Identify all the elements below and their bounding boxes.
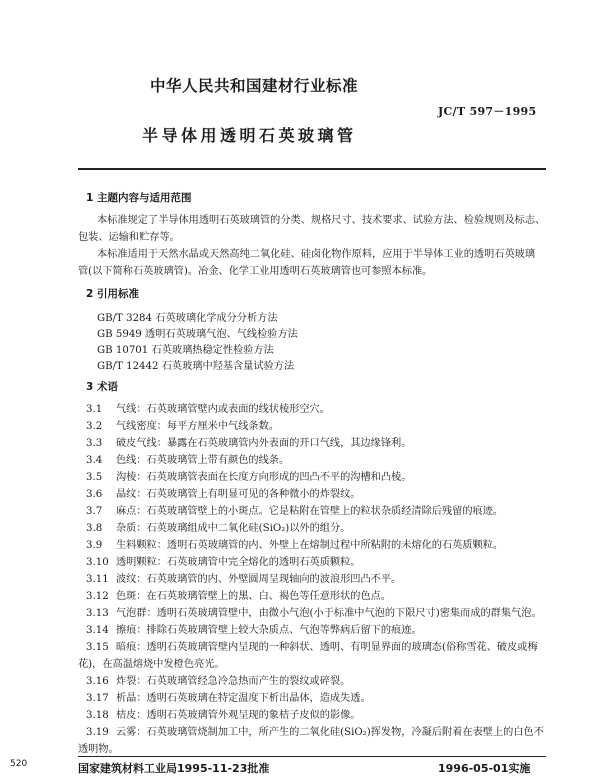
reference-item: GB/T 12442 石英玻璃中羟基含量试验方法 bbox=[97, 361, 295, 372]
term-item: 3.14 擦痕：排除石英玻璃管壁上较大杂质点、气泡等弊病后留下的痕迹。 bbox=[86, 625, 422, 636]
implementation-date: 1996-05-01实施 bbox=[438, 762, 531, 775]
term-item: 3.5 沟棱：石英玻璃管表面在长度方向形成的凹凸不平的沟槽和凸棱。 bbox=[86, 472, 412, 483]
term-item: 3.1 气线：石英玻璃管壁内或表面的线状棱形空穴。 bbox=[86, 404, 330, 415]
section-1-heading: 1 主题内容与适用范围 bbox=[86, 192, 192, 204]
term-item: 3.13 气泡群：透明石英玻璃管壁中，由微小气泡(小于标准中气泡的下限尺寸)密集而成的群集气泡。 bbox=[86, 608, 542, 619]
standard-code: JC/T 597－1995 bbox=[438, 105, 537, 118]
footer-rule bbox=[78, 756, 546, 757]
section-3-heading: 3 术语 bbox=[86, 381, 118, 393]
reference-item: GB/T 3284 石英玻璃化学成分分析方法 bbox=[97, 313, 278, 324]
term-item: 3.3 破皮气线：暴露在石英玻璃管内外表面的开口气线，其边缘锋利。 bbox=[86, 438, 412, 449]
reference-item: GB 5949 透明石英玻璃气泡、气线检验方法 bbox=[97, 329, 298, 340]
term-item: 3.10 透明颗粒：石英玻璃管中完全熔化的透明石英质颗粒。 bbox=[86, 557, 361, 568]
section-2-heading: 2 引用标准 bbox=[86, 288, 139, 300]
term-item: 3.8 杂质：石英玻璃组成中二氧化硅(SiO₂)以外的组分。 bbox=[86, 523, 351, 534]
term-item: 3.11 波纹：石英玻璃管的内、外壁圆周呈现轴向的波浪形凹凸不平。 bbox=[86, 574, 402, 585]
term-item: 3.2 气线密度：每平方厘米中气线条数。 bbox=[86, 421, 279, 432]
section-1-p2-line1: 本标准适用于天然水晶或天然高纯二氧化硅、硅卤化物作原料，应用于半导体工业的透明石英玻璃 bbox=[97, 249, 536, 260]
ministry-title: 中华人民共和国建材行业标准 bbox=[150, 77, 359, 95]
term-item: 3.12 色斑：在石英玻璃管壁上的黑、白、褐色等任意形状的色点。 bbox=[86, 591, 392, 602]
section-1-p1-line2: 包装、运输和贮存等。 bbox=[78, 232, 180, 243]
term-item: 3.17 析晶：透明石英玻璃在特定温度下析出晶体，造成失透。 bbox=[86, 693, 371, 704]
term-item: 3.19 云雾：石英玻璃管烧制加工中，所产生的二氧化硅(SiO₂)挥发物，冷凝后附着在表壁上的白色不 bbox=[86, 723, 544, 738]
term-item: 3.4 色线：石英玻璃管上带有颜色的线条。 bbox=[86, 455, 290, 466]
section-1-p1-line1: 本标准规定了半导体用透明石英玻璃管的分类、规格尺寸、技术要求、试验方法、检验规则及标志、 bbox=[97, 215, 546, 226]
term-item: 3.15 暗痕：透明石英玻璃管壁内呈现的一种斜状、透明、有明显界面的玻璃态(俗称雪花、破皮或梅 bbox=[86, 642, 538, 653]
reference-item: GB 10701 石英玻璃热稳定性检验方法 bbox=[97, 345, 274, 356]
term-item: 3.16 炸裂：石英玻璃管经急冷急热而产生的裂纹或碎裂。 bbox=[86, 676, 351, 687]
term-item-continuation: 花)，在高温熔烧中发橙色亮光。 bbox=[78, 659, 225, 670]
page-number: 520 bbox=[10, 759, 28, 769]
section-1-p2-line2: 管(以下简称石英玻璃管)。冶金、化学工业用透明石英玻璃管也可参照本标准。 bbox=[78, 266, 433, 277]
approval-note: 国家建筑材料工业局1995-11-23批准 bbox=[78, 762, 270, 775]
term-item: 3.7 麻点：石英玻璃管壁上的小斑点。它是粘附在管壁上的粒状杂质经清除后残留的痕迹。 bbox=[86, 506, 504, 517]
term-item: 3.6 晶纹：石英玻璃管上有明显可见的各种微小的炸裂纹。 bbox=[86, 489, 361, 500]
term-item: 3.18 桔皮：透明石英玻璃管外观呈现的象桔子皮似的影像。 bbox=[86, 710, 361, 721]
term-item: 3.9 生料颗粒：透明石英玻璃管的内、外壁上在熔制过程中所粘附的未熔化的石英质颗粒。 bbox=[86, 540, 504, 551]
document-title: 半导体用透明石英玻璃管 bbox=[142, 126, 357, 145]
term-item-continuation: 透明物。 bbox=[78, 744, 119, 755]
header-rule bbox=[78, 168, 546, 170]
